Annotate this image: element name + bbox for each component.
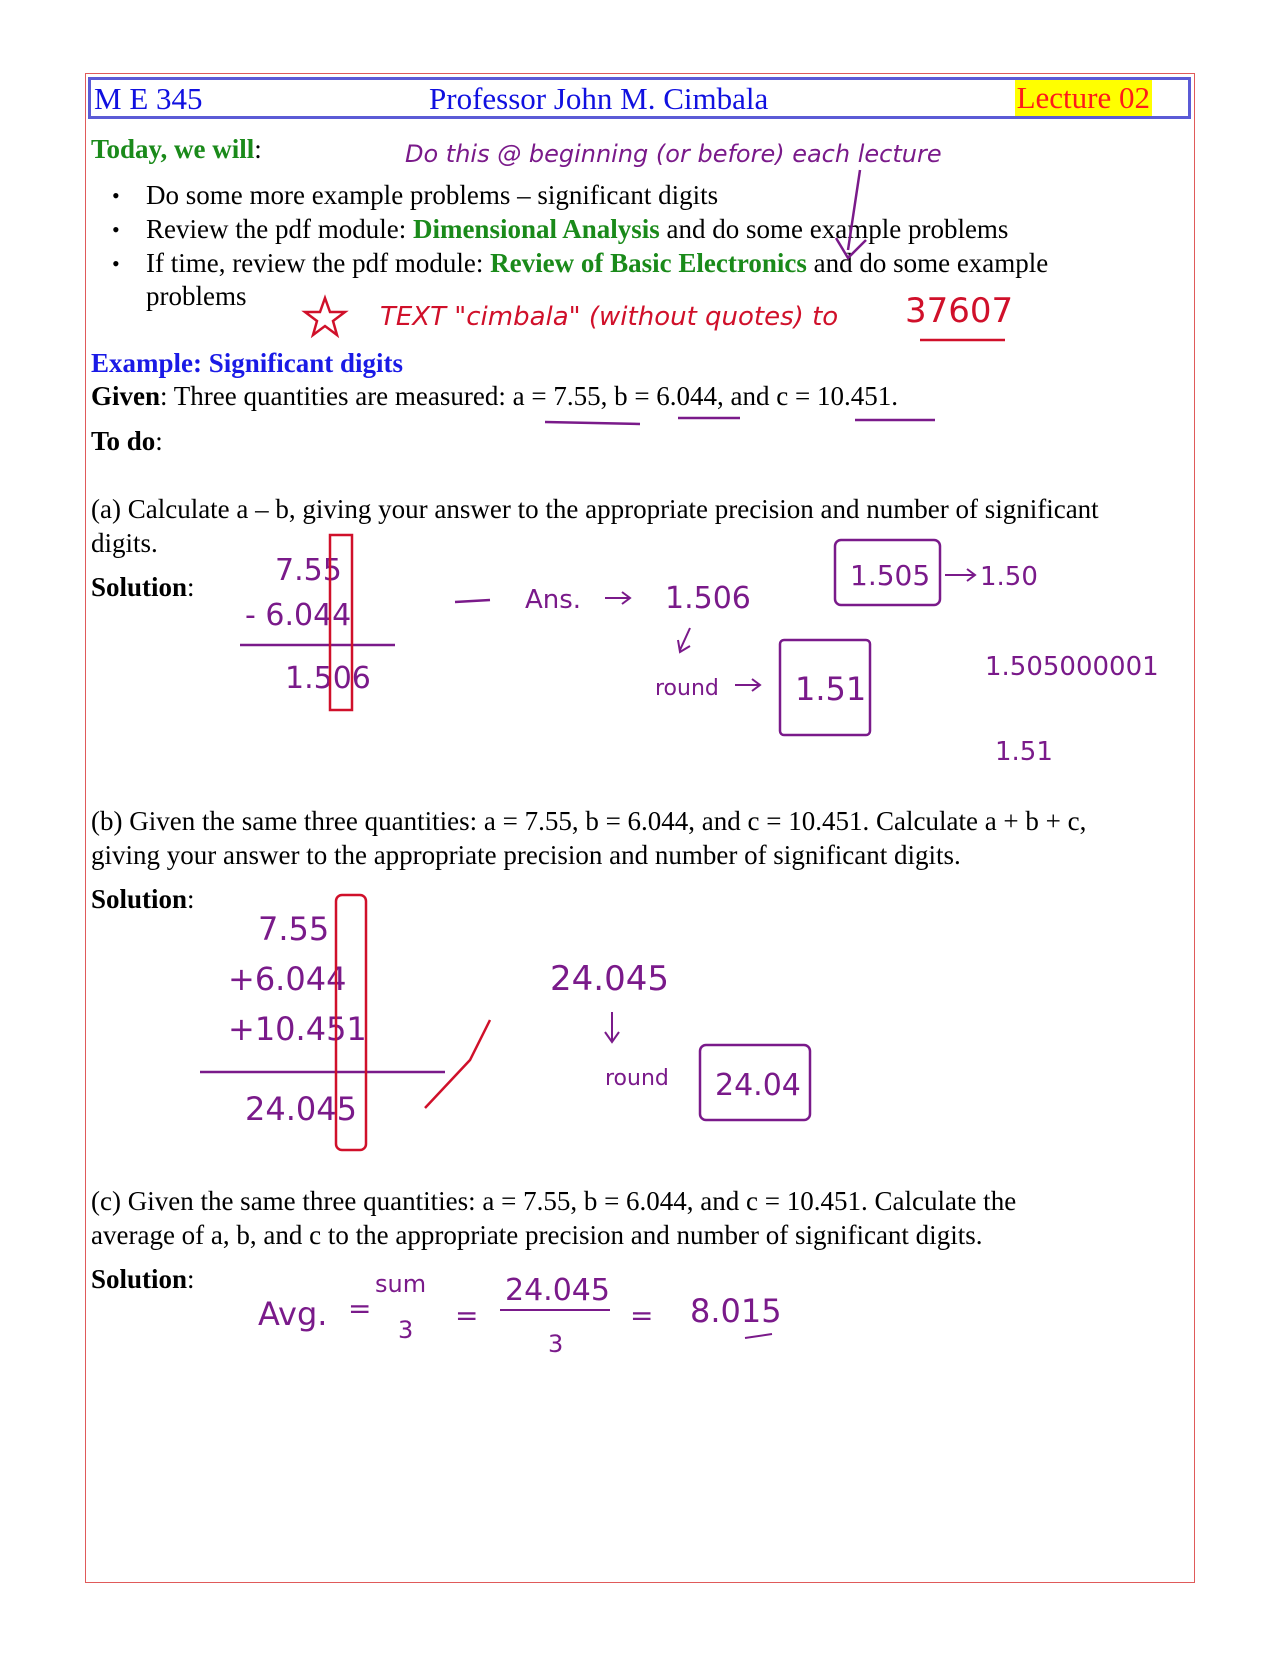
a-rounded: 1.51 [795, 670, 867, 708]
c-result: 8.015 [690, 1292, 782, 1330]
c-eq: = [630, 1299, 654, 1332]
b-sum: 24.045 [245, 1090, 357, 1128]
c-eq: = [455, 1299, 479, 1332]
todo-label: To do: [91, 426, 163, 456]
part-c-line-2: average of a, b, and c to the appropriate precision and number of significant digits. [91, 1220, 983, 1250]
bullet-item-1: Do some more example problems – significant digits [146, 180, 719, 210]
b-3: +10.451 [228, 1010, 367, 1048]
lecture-header [88, 77, 1191, 119]
b-value: 24.045 [550, 959, 669, 999]
c-value: 24.045 [505, 1273, 610, 1308]
bullet-dot: • [112, 217, 120, 242]
part-a-line-1: (a) Calculate a – b, giving your answer to the appropriate precision and number of significant [91, 494, 1099, 524]
a-long-round: 1.51 [995, 737, 1053, 767]
note-number: 37607 [905, 291, 1014, 331]
a-round-label: round [655, 676, 719, 701]
b-2: +6.044 [228, 960, 347, 998]
c-three: 3 [398, 1316, 414, 1344]
b-round-label: round [605, 1066, 669, 1091]
part-b-line-1: (b) Given the same three quantities: a = 7.55, b = 6.044, and c = 10.451. Calculate a + b + c, [91, 806, 1087, 836]
lecture-number: Lecture 02 [1016, 80, 1150, 115]
note-top: Do this @ beginning (or before) each lecture [405, 140, 942, 168]
dimensional-analysis-link[interactable]: Dimensional Analysis [412, 214, 660, 244]
professor-name: Professor John M. Cimbala [429, 81, 769, 116]
bullet-item-3-continuation: problems [146, 281, 247, 311]
given-line: Given: Three quantities are measured: a = 7.55, b = 6.044, and c = 10.451. [91, 381, 899, 411]
a-sub: - 6.044 [245, 598, 352, 633]
c-eq: = [348, 1292, 372, 1325]
bullet-dot: • [112, 251, 120, 276]
course-code: M E 345 [94, 81, 203, 116]
part-a-solution-label: Solution: [91, 572, 195, 602]
a-ans-label: Ans. [525, 585, 582, 615]
bullet-item-2: Review the pdf module: Dimensional Analysis and do some example problems [146, 214, 1009, 244]
basic-electronics-link[interactable]: Review of Basic Electronics [490, 248, 807, 278]
a-top: 7.55 [275, 553, 342, 588]
bullet-item-3: If time, review the pdf module: Review of Basic Electronics and do some example [146, 248, 1049, 278]
a-ans-value: 1.506 [665, 581, 751, 616]
a-box-result: 1.50 [980, 562, 1038, 592]
b-rounded: 24.04 [715, 1068, 801, 1103]
c-avg: Avg. [258, 1295, 328, 1333]
a-result: 1.506 [285, 661, 371, 696]
a-long: 1.505000001 [985, 652, 1159, 682]
part-c-line-1: (c) Given the same three quantities: a = 7.55, b = 6.044, and c = 10.451. Calculate the [91, 1186, 1017, 1216]
bullet-dot: • [112, 183, 120, 208]
a-box-value: 1.505 [850, 559, 931, 592]
c-sum: sum [375, 1270, 427, 1298]
part-b-line-2: giving your answer to the appropriate precision and number of significant digits. [91, 840, 961, 870]
part-b-solution-label: Solution: [91, 884, 195, 914]
c-three: 3 [548, 1330, 564, 1358]
part-c-solution-label: Solution: [91, 1264, 195, 1294]
example-title: Example: Significant digits [91, 348, 404, 378]
intro-heading: Today, we will: [91, 134, 262, 164]
note-text: TEXT "cimbala" (without quotes) to [380, 302, 839, 332]
part-a-line-2: digits. [91, 528, 158, 558]
b-1: 7.55 [258, 910, 330, 948]
